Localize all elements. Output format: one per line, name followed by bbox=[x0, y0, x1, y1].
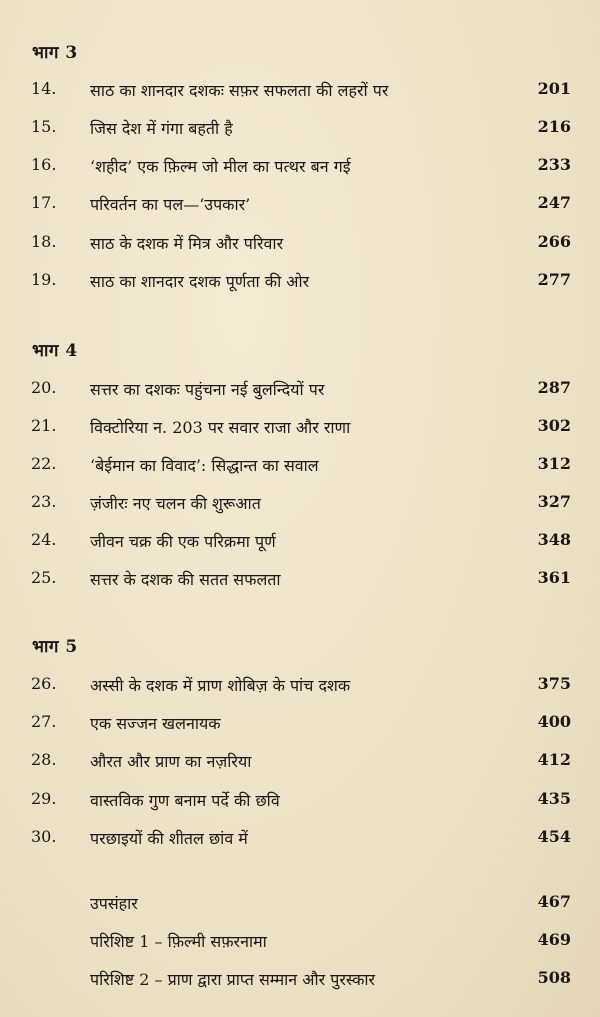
toc-entry bbox=[0, 378, 600, 408]
page-number: 375 bbox=[537, 674, 571, 693]
chapter-title: ‘शहीद’ एक फ़िल्म जो मील का पत्थर बन गई bbox=[90, 157, 351, 176]
chapter-title: ज़ंजीरः नए चलन की शुरूआत bbox=[90, 494, 261, 513]
chapter-title: साठ के दशक में मित्र और परिवार bbox=[90, 234, 284, 253]
toc-entry bbox=[0, 674, 600, 704]
page-number: 266 bbox=[537, 232, 571, 251]
chapter-number: 19. bbox=[31, 270, 57, 289]
chapter-title: जिस देश में गंगा बहती है bbox=[90, 119, 233, 138]
page-number: 327 bbox=[537, 492, 571, 511]
chapter-title: सत्तर के दशक की सतत सफलता bbox=[90, 570, 281, 589]
page-number: 247 bbox=[537, 193, 571, 212]
toc-entry bbox=[0, 270, 600, 300]
toc-entry bbox=[0, 712, 600, 742]
part-heading-3: भाग 3 bbox=[32, 43, 78, 63]
page-number: 467 bbox=[537, 892, 571, 911]
chapter-title: वास्तविक गुण बनाम पर्दे की छवि bbox=[90, 791, 280, 810]
toc-entry bbox=[0, 454, 600, 484]
page-number: 287 bbox=[537, 378, 571, 397]
page-number: 348 bbox=[537, 530, 571, 549]
toc-entry bbox=[0, 193, 600, 223]
chapter-number: 23. bbox=[31, 492, 57, 511]
page-number: 508 bbox=[537, 968, 571, 987]
appendix-title: उपसंहार bbox=[90, 894, 138, 913]
appendix-title: परिशिष्ट 1 – फ़िल्मी सफ़रनामा bbox=[90, 932, 267, 951]
chapter-number: 20. bbox=[31, 378, 57, 397]
toc-entry-appendix-1 bbox=[0, 930, 600, 960]
chapter-number: 17. bbox=[31, 193, 57, 212]
page-number: 233 bbox=[537, 155, 571, 174]
toc-entry bbox=[0, 416, 600, 446]
chapter-number: 28. bbox=[31, 750, 57, 769]
toc-entry bbox=[0, 789, 600, 819]
chapter-number: 15. bbox=[31, 117, 57, 136]
chapter-number: 22. bbox=[31, 454, 57, 473]
chapter-title: साठ का शानदार दशकः सफ़र सफलता की लहरों पर bbox=[90, 81, 389, 100]
toc-entry bbox=[0, 568, 600, 598]
chapter-number: 26. bbox=[31, 674, 57, 693]
chapter-number: 24. bbox=[31, 530, 57, 549]
toc-entry bbox=[0, 827, 600, 857]
chapter-number: 27. bbox=[31, 712, 57, 731]
chapter-title: विक्टोरिया न. 203 पर सवार राजा और राणा bbox=[90, 418, 351, 437]
toc-entry bbox=[0, 232, 600, 262]
chapter-title: परिवर्तन का पल—‘उपकार’ bbox=[90, 195, 251, 214]
toc-entry-appendix-2 bbox=[0, 968, 600, 998]
chapter-title: अस्सी के दशक में प्राण शोबिज़ के पांच दशक bbox=[90, 676, 351, 695]
chapter-title: सत्तर का दशकः पहुंचना नई बुलन्दियों पर bbox=[90, 380, 325, 399]
chapter-title: औरत और प्राण का नज़रिया bbox=[90, 752, 252, 771]
toc-entry bbox=[0, 492, 600, 522]
page-number: 435 bbox=[537, 789, 571, 808]
part-heading-5: भाग 5 bbox=[32, 637, 78, 657]
page-number: 277 bbox=[537, 270, 571, 289]
toc-entry bbox=[0, 155, 600, 185]
page-number: 216 bbox=[537, 117, 571, 136]
page-number: 454 bbox=[537, 827, 571, 846]
chapter-number: 25. bbox=[31, 568, 57, 587]
chapter-title: परछाइयों की शीतल छांव में bbox=[90, 829, 248, 848]
part-heading-4: भाग 4 bbox=[32, 341, 78, 361]
page-number: 201 bbox=[537, 79, 571, 98]
page-number: 400 bbox=[537, 712, 571, 731]
page-number: 361 bbox=[537, 568, 571, 587]
chapter-number: 18. bbox=[31, 232, 57, 251]
toc-entry bbox=[0, 79, 600, 109]
toc-entry bbox=[0, 750, 600, 780]
chapter-title: साठ का शानदार दशक पूर्णता की ओर bbox=[90, 272, 310, 291]
page-number: 412 bbox=[537, 750, 571, 769]
chapter-number: 14. bbox=[31, 79, 57, 98]
chapter-title: एक सज्जन खलनायक bbox=[90, 714, 221, 733]
page-number: 302 bbox=[537, 416, 571, 435]
toc-entry-epilogue bbox=[0, 892, 600, 922]
toc-entry bbox=[0, 530, 600, 560]
chapter-number: 29. bbox=[31, 789, 57, 808]
page-number: 469 bbox=[537, 930, 571, 949]
page-number: 312 bbox=[537, 454, 571, 473]
chapter-title: ‘बेईमान का विवाद’: सिद्धान्त का सवाल bbox=[90, 456, 319, 475]
chapter-number: 16. bbox=[31, 155, 57, 174]
toc-entry bbox=[0, 117, 600, 147]
appendix-title: परिशिष्ट 2 – प्राण द्वारा प्राप्त सम्मान और पुरस्कार bbox=[90, 970, 376, 989]
chapter-number: 30. bbox=[31, 827, 57, 846]
chapter-title: जीवन चक्र की एक परिक्रमा पूर्ण bbox=[90, 532, 276, 551]
chapter-number: 21. bbox=[31, 416, 57, 435]
